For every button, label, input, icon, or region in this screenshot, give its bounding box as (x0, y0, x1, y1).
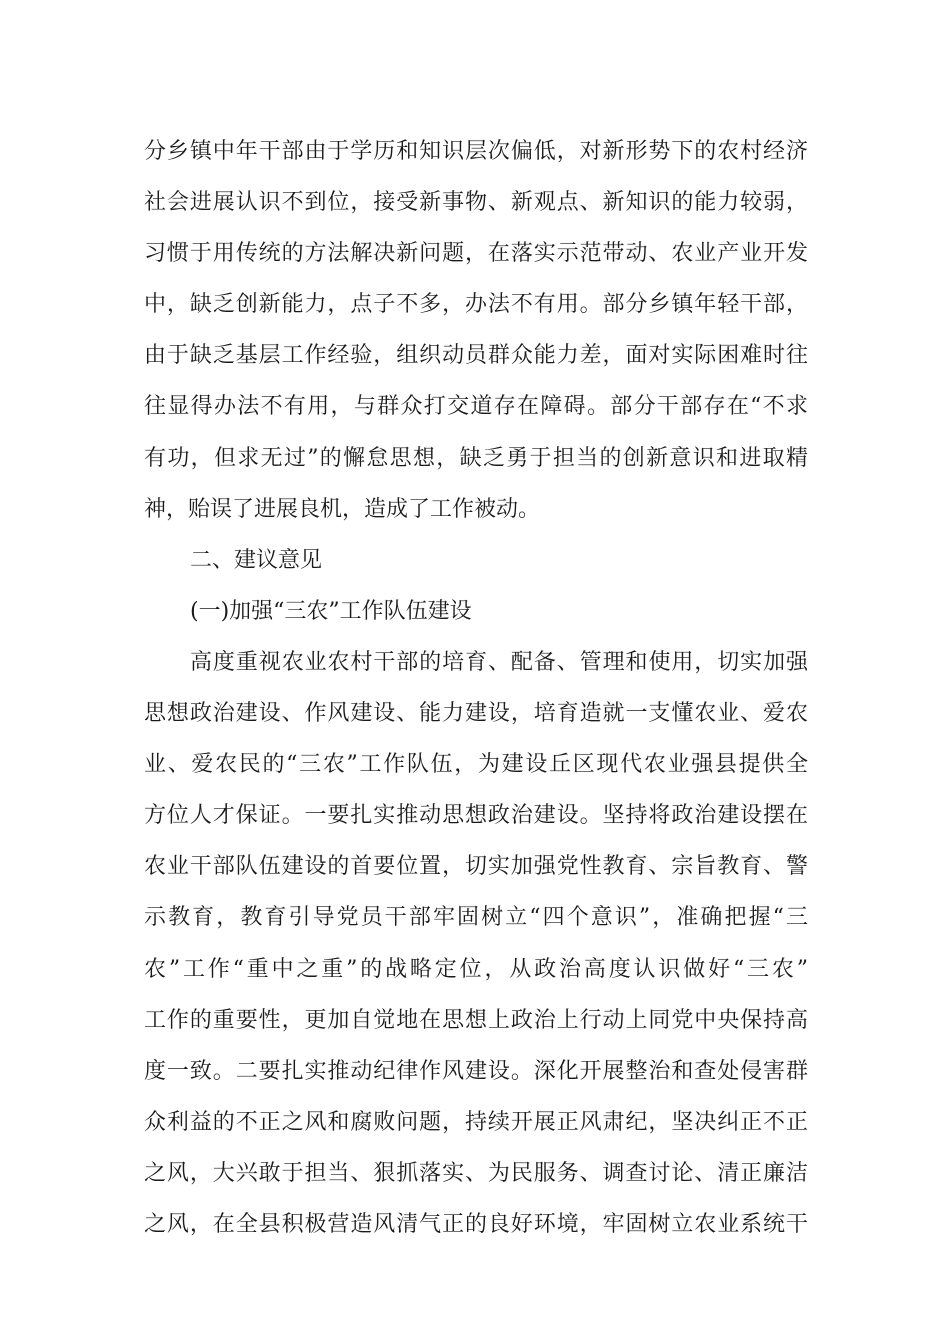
heading-subsection-1 (144, 590, 808, 641)
text-line: 分乡镇中年干部由于学历和知识层次偏低，对新形势下的农村经济 (144, 139, 808, 164)
text-line: 高度重视农业农村干部的培育、配备、管理和使用，切实加强 (190, 649, 808, 675)
text-line: 有功，但求无过”的懈怠思想，缺乏勇于担当的创新意识和进取精 (144, 445, 808, 471)
text-line: 神，贻误了进展良机，造成了工作被动。 (144, 496, 541, 522)
text-line: 业、爱农民的“三农”工作队伍，为建设丘区现代农业强县提供全 (144, 752, 808, 778)
para-body (144, 641, 808, 1254)
text-line: 习惯于用传统的方法解决新问题，在落实示范带动、农业产业开发 (144, 241, 808, 267)
text-line: 社会进展认识不到位，接受新事物、新观点、新知识的能力较弱， (144, 190, 808, 216)
text-line: 中，缺乏创新能力，点子不多，办法不有用。部分乡镇年轻干部， (144, 292, 808, 318)
text-line: 度一致。二要扎实推动纪律作风建设。深化开展整治和查处侵害群 (144, 1058, 808, 1084)
text-line: 农业干部队伍建设的首要位置，切实加强党性教育、宗旨教育、警 (144, 854, 808, 880)
text-line: 之风，大兴敢于担当、狠抓落实、为民服务、调查讨论、清正廉洁 (144, 1160, 808, 1186)
text-line: 由于缺乏基层工作经验，组织动员群众能力差，面对实际困难时往 (144, 343, 808, 369)
text-line: 之风，在全县积极营造风清气正的良好环境，牢固树立农业系统干 (144, 1211, 808, 1237)
heading-section-2 (144, 539, 808, 590)
text-line: 往显得办法不有用，与群众打交道存在障碍。部分干部存在“不求 (144, 394, 808, 420)
text-line: 二、建议意见 (190, 547, 323, 573)
para-continuation (144, 130, 808, 539)
text-line: 农”工作“重中之重”的战略定位，从政治高度认识做好“三农” (144, 956, 808, 982)
text-line: 示教育，教育引导党员干部牢固树立“四个意识”，准确把握“三 (144, 905, 808, 931)
text-line: (一)加强“三农”工作队伍建设 (190, 598, 472, 624)
document-body (144, 130, 808, 1254)
text-line: 思想政治建设、作风建设、能力建设，培育造就一支懂农业、爱农 (144, 701, 808, 727)
text-line: 众利益的不正之风和腐败问题，持续开展正风肃纪，坚决纠正不正 (144, 1109, 808, 1135)
text-line: 方位人才保证。一要扎实推动思想政治建设。坚持将政治建设摆在 (144, 803, 808, 829)
text-line: 工作的重要性，更加自觉地在思想上政治上行动上同党中央保持高 (144, 1007, 808, 1033)
